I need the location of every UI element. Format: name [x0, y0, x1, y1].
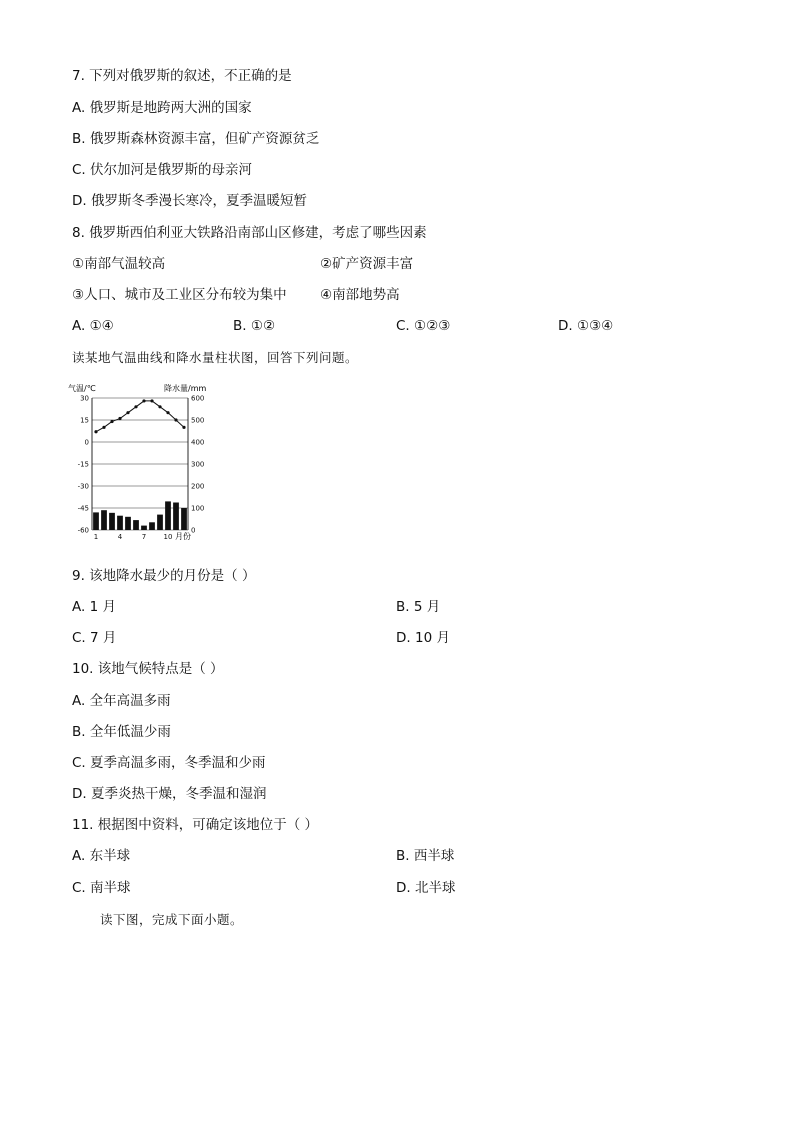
q9-option-b[interactable]: B. 5 月 — [396, 599, 441, 615]
x-tick-label: 10 — [163, 533, 173, 541]
q8-factor-1: ①南部气温较高 — [72, 256, 166, 272]
y-right-tick-label: 0 — [191, 526, 196, 535]
climate-chart — [66, 382, 216, 542]
y-left-tick-label: -45 — [77, 504, 89, 513]
q7-stem: 7. 下列对俄罗斯的叙述，不正确的是 — [72, 68, 292, 84]
q11-option-d[interactable]: D. 北半球 — [396, 880, 456, 896]
q7-option-c[interactable]: C. 伏尔加河是俄罗斯的母亲河 — [72, 162, 253, 178]
q9-stem: 9. 该地降水最少的月份是（ ） — [72, 568, 256, 584]
y-left-tick-label: -15 — [77, 460, 89, 469]
temperature-point — [94, 430, 97, 433]
precipitation-bar — [149, 522, 155, 530]
y-left-label: 气温/℃ — [68, 384, 96, 393]
y-left-tick-label: -60 — [77, 526, 89, 535]
q8-stem: 8. 俄罗斯西伯利亚大铁路沿南部山区修建，考虑了哪些因素 — [72, 225, 427, 241]
x-axis-label: 月份 — [175, 532, 191, 541]
q11-stem: 11. 根据图中资料，可确定该地位于（ ） — [72, 817, 319, 833]
precipitation-bars — [93, 501, 187, 530]
y-right-tick-label: 300 — [191, 460, 205, 469]
temperature-point — [110, 420, 113, 423]
y-right-tick-label: 100 — [191, 504, 205, 513]
temperature-point — [182, 426, 185, 429]
temperature-point — [102, 426, 105, 429]
y-left-tick-label: 15 — [80, 416, 89, 425]
q8-factor-4: ④南部地势高 — [320, 287, 400, 303]
q8-option-a[interactable]: A. ①④ — [72, 318, 114, 334]
y-right-tick-label: 400 — [191, 438, 205, 447]
q9-option-c[interactable]: C. 7 月 — [72, 630, 117, 646]
q10-option-a[interactable]: A. 全年高温多雨 — [72, 693, 171, 709]
q8-option-d[interactable]: D. ①③④ — [558, 318, 614, 334]
q8-factor-2: ②矿产资源丰富 — [320, 256, 414, 272]
precipitation-bar — [109, 513, 115, 530]
temperature-line — [96, 401, 184, 432]
temperature-point — [158, 405, 161, 408]
y-right-tick-label: 200 — [191, 482, 205, 491]
precipitation-bar — [165, 501, 171, 530]
q7-option-b[interactable]: B. 俄罗斯森林资源丰富，但矿产资源贫乏 — [72, 131, 320, 147]
precipitation-bar — [157, 515, 163, 530]
y-left-tick-label: 0 — [84, 438, 89, 447]
q10-stem: 10. 该地气候特点是（ ） — [72, 661, 224, 677]
y-right-label: 降水量/mm — [164, 384, 207, 393]
temperature-point — [126, 411, 129, 414]
q7-option-d[interactable]: D. 俄罗斯冬季漫长寒冷，夏季温暖短暂 — [72, 193, 307, 209]
x-tick-label: 7 — [141, 533, 147, 541]
x-tick-label: 1 — [93, 533, 99, 541]
temperature-point — [134, 405, 137, 408]
q8-option-c[interactable]: C. ①②③ — [396, 318, 451, 334]
temperature-curve — [94, 399, 185, 433]
chart-intro: 读某地气温曲线和降水量柱状图，回答下列问题。 — [72, 350, 359, 365]
temperature-point — [118, 417, 121, 420]
q11-option-b[interactable]: B. 西半球 — [396, 848, 455, 864]
y-right-tick-label: 600 — [191, 394, 205, 403]
precipitation-bar — [125, 517, 131, 530]
precipitation-bar — [101, 510, 107, 530]
temperature-point — [174, 418, 177, 421]
q10-option-d[interactable]: D. 夏季炎热干燥，冬季温和湿润 — [72, 786, 267, 802]
q9-option-d[interactable]: D. 10 月 — [396, 630, 450, 646]
q8-factor-3: ③人口、城市及工业区分布较为集中 — [72, 287, 287, 303]
q10-option-b[interactable]: B. 全年低温少雨 — [72, 724, 171, 740]
precipitation-bar — [141, 526, 147, 530]
y-left-tick-label: 30 — [80, 394, 89, 403]
precipitation-bar — [117, 516, 123, 530]
precipitation-bar — [133, 520, 139, 530]
temperature-point — [150, 399, 153, 402]
next-figure-intro: 读下图，完成下面小题。 — [100, 912, 244, 927]
y-right-tick-label: 500 — [191, 416, 205, 425]
precipitation-bar — [173, 503, 179, 531]
precipitation-bar — [181, 508, 187, 530]
q8-option-b[interactable]: B. ①② — [233, 318, 276, 334]
q9-option-a[interactable]: A. 1 月 — [72, 599, 116, 615]
x-tick-label: 4 — [117, 533, 123, 541]
q10-option-c[interactable]: C. 夏季高温多雨，冬季温和少雨 — [72, 755, 266, 771]
q7-option-a[interactable]: A. 俄罗斯是地跨两大洲的国家 — [72, 100, 252, 116]
y-left-tick-label: -30 — [77, 482, 89, 491]
precipitation-bar — [93, 512, 99, 530]
q11-option-a[interactable]: A. 东半球 — [72, 848, 131, 864]
temperature-point — [142, 399, 145, 402]
q11-option-c[interactable]: C. 南半球 — [72, 880, 131, 896]
temperature-point — [166, 411, 169, 414]
